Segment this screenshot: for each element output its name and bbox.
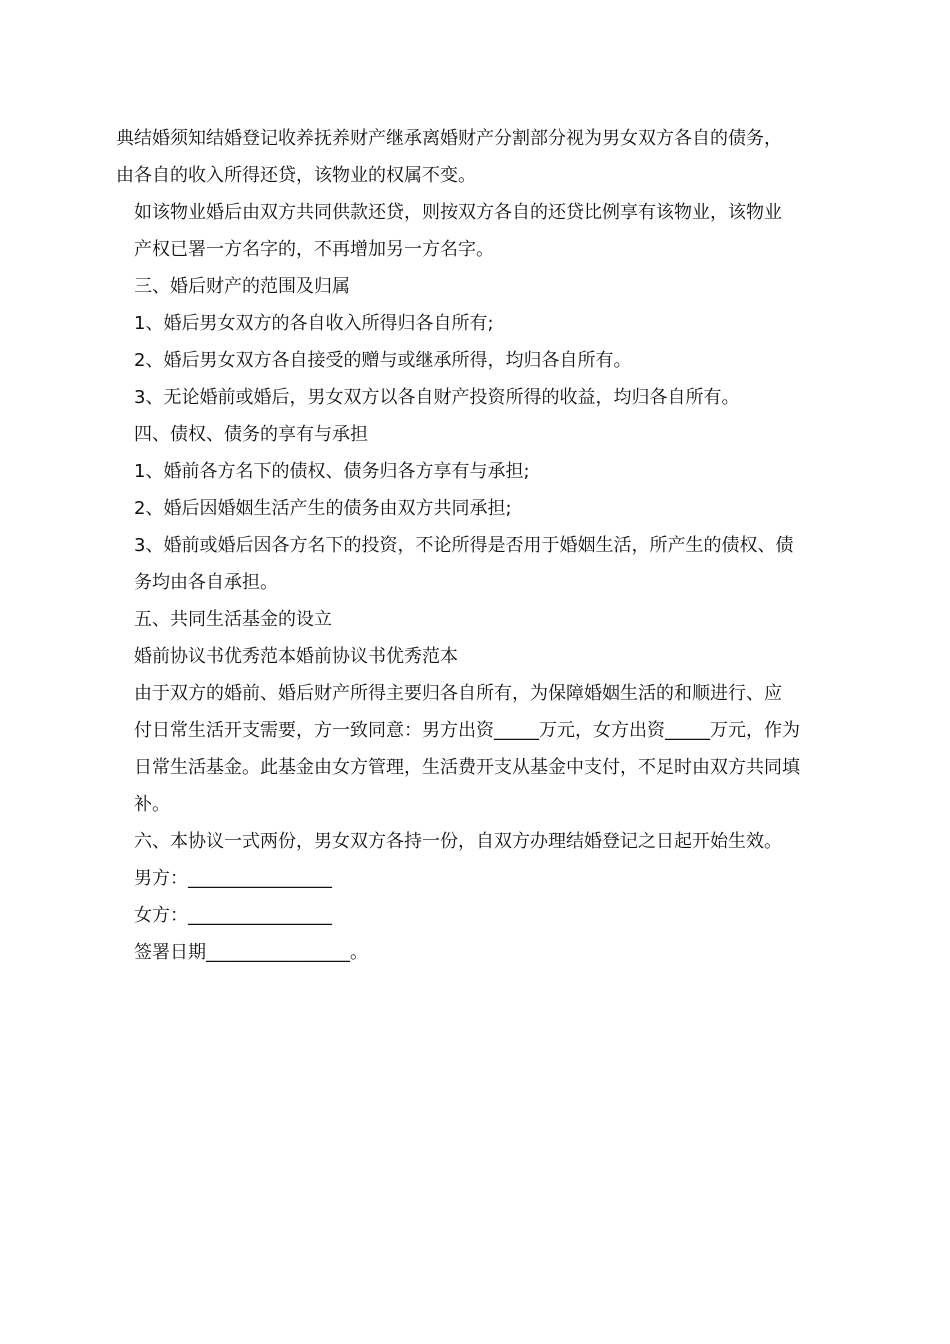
text-line: 如该物业婚后由双方共同供款还贷，则按双方各自的还贷比例享有该物业，该物业 bbox=[134, 202, 782, 223]
text-line: 三、婚后财产的范围及归属 bbox=[134, 276, 350, 297]
text-line: 补。 bbox=[134, 794, 170, 815]
signature-female bbox=[116, 897, 836, 934]
section-heading-5 bbox=[116, 601, 836, 638]
template-title bbox=[116, 638, 836, 675]
text-line: 典结婚须知结婚登记收养抚养财产继承离婚财产分割部分视为男女双方各自的债务， bbox=[116, 128, 782, 149]
text-line: 五、共同生活基金的设立 bbox=[134, 609, 332, 630]
clause-effective bbox=[116, 823, 836, 860]
paragraph-loan-repayment bbox=[116, 194, 836, 268]
clause-3-1 bbox=[116, 305, 836, 342]
clause-4-1 bbox=[116, 453, 836, 490]
clause-4-2 bbox=[116, 490, 836, 527]
paragraph-property-debts bbox=[116, 120, 836, 194]
text-line: 2、婚后男女双方各自接受的赠与或继承所得，均归各自所有。 bbox=[134, 350, 632, 371]
text-line: 婚前协议书优秀范本婚前协议书优秀范本 bbox=[134, 646, 458, 667]
signature-male bbox=[116, 860, 836, 897]
section-heading-3 bbox=[116, 268, 836, 305]
text-line: 付日常生活开支需要，方一致同意：男方出资_____万元，女方出资_____万元，作为 bbox=[134, 720, 800, 741]
clause-3-2 bbox=[116, 342, 836, 379]
text-line: 1、婚后男女双方的各自收入所得归各自所有; bbox=[134, 313, 494, 334]
text-line: 产权已署一方名字的，不再增加另一方名字。 bbox=[134, 239, 494, 260]
text-line: 由各自的收入所得还贷，该物业的权属不变。 bbox=[116, 165, 476, 186]
document-body bbox=[116, 120, 836, 971]
text-line: 2、婚后因婚姻生活产生的债务由双方共同承担; bbox=[134, 498, 512, 519]
text-line: 四、债权、债务的享有与承担 bbox=[134, 424, 368, 445]
text-line: 务均由各自承担。 bbox=[134, 572, 278, 593]
text-line: 3、婚前或婚后因各方名下的投资，不论所得是否用于婚姻生活，所产生的债权、债 bbox=[134, 535, 794, 556]
text-line: 由于双方的婚前、婚后财产所得主要归各自所有，为保障婚姻生活的和顺进行、应 bbox=[134, 683, 782, 704]
clause-3-3 bbox=[116, 379, 836, 416]
section-heading-4 bbox=[116, 416, 836, 453]
text-line: 日常生活基金。此基金由女方管理，生活费开支从基金中支付，不足时由双方共同填 bbox=[134, 757, 800, 778]
signature-line: 签署日期________________。 bbox=[134, 942, 368, 963]
signature-line: 女方：________________ bbox=[134, 905, 332, 926]
text-line: 六、本协议一式两份，男女双方各持一份，自双方办理结婚登记之日起开始生效。 bbox=[134, 831, 782, 852]
text-line: 1、婚前各方名下的债权、债务归各方享有与承担; bbox=[134, 461, 530, 482]
signature-date bbox=[116, 934, 836, 971]
clause-4-3 bbox=[116, 527, 836, 601]
text-line: 3、无论婚前或婚后，男女双方以各自财产投资所得的收益，均归各自所有。 bbox=[134, 387, 740, 408]
signature-line: 男方：________________ bbox=[134, 868, 332, 889]
paragraph-living-fund bbox=[116, 675, 836, 823]
